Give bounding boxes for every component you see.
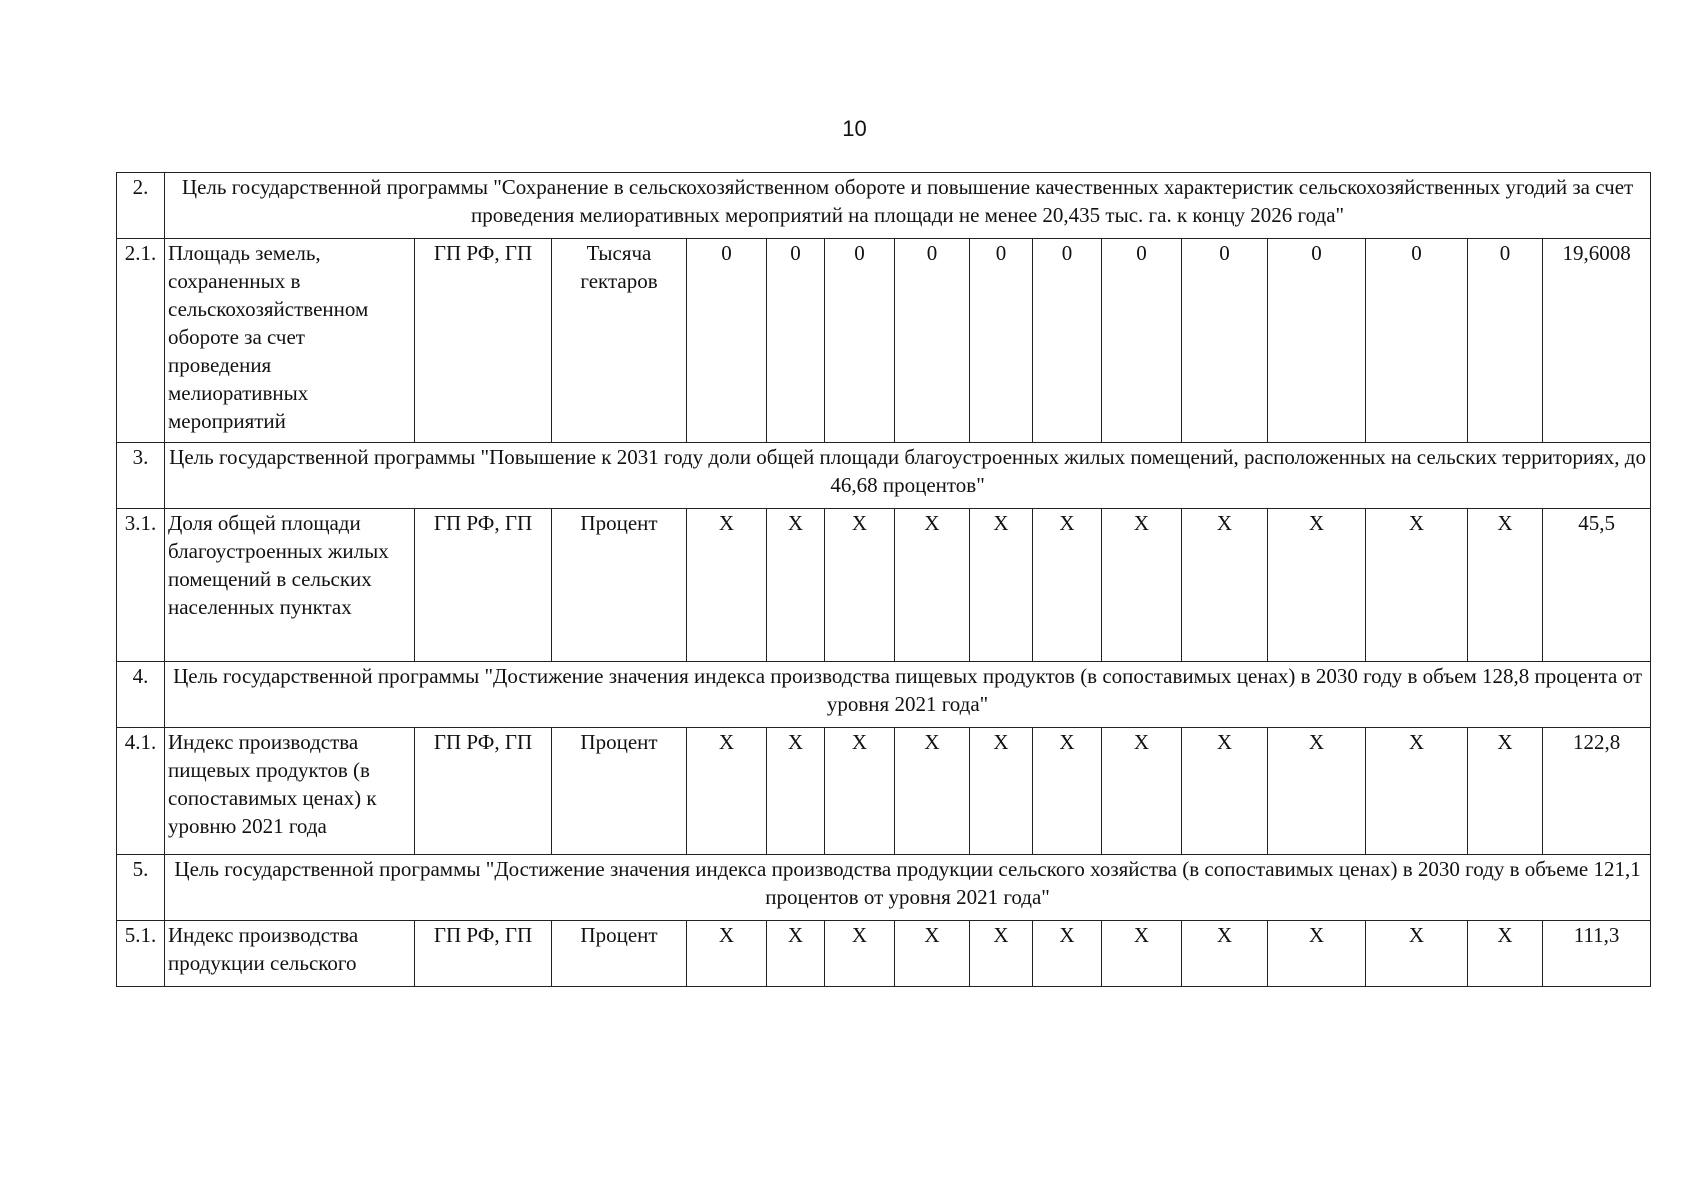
value-cell: Х bbox=[1033, 509, 1102, 662]
value-cell: Х bbox=[1102, 728, 1182, 855]
value-cell: 0 bbox=[1182, 239, 1268, 443]
value-cell: 111,3 bbox=[1543, 921, 1651, 987]
goal-number: 5. bbox=[117, 855, 165, 921]
goal-text: Цель государственной программы "Сохранение в сельскохозяйственном обороте и повышение качественных характеристик сельскохозяйственных угодий за счет проведения мелиоративных мероприятий на площади не менее 20,435 тыс. га. к концу 2026 года" bbox=[165, 173, 1651, 239]
value-cell: Х bbox=[1268, 728, 1366, 855]
value-cell: Х bbox=[1182, 921, 1268, 987]
value-cell: 0 bbox=[970, 239, 1033, 443]
value-cell: Х bbox=[1366, 728, 1468, 855]
value-cell: Х bbox=[1182, 728, 1268, 855]
value-cell: Х bbox=[1468, 921, 1543, 987]
value-cell: Х bbox=[825, 509, 895, 662]
value-cell: Х bbox=[895, 921, 970, 987]
value-cell: 0 bbox=[1033, 239, 1102, 443]
value-cell: 19,6008 bbox=[1543, 239, 1651, 443]
value-cell: Х bbox=[1468, 728, 1543, 855]
page-number: 10 bbox=[842, 116, 867, 141]
value-cell: Х bbox=[687, 921, 767, 987]
value-cell: Х bbox=[1366, 509, 1468, 662]
indicator-number: 5.1. bbox=[117, 921, 165, 987]
goal-row bbox=[117, 443, 1651, 509]
indicator-source: ГП РФ, ГП bbox=[415, 728, 552, 855]
goal-number: 3. bbox=[117, 443, 165, 509]
indicator-name: Индекс производства пищевых продуктов (в сопоставимых ценах) к уровню 2021 года bbox=[165, 728, 415, 855]
value-cell: Х bbox=[1033, 728, 1102, 855]
value-cell: Х bbox=[1102, 509, 1182, 662]
indicator-row bbox=[117, 921, 1651, 987]
value-cell: Х bbox=[1268, 509, 1366, 662]
goal-text: Цель государственной программы "Повышение к 2031 году доли общей площади благоустроенных жилых помещений, расположенных на сельских территориях, до 46,68 процентов" bbox=[165, 443, 1651, 509]
value-cell: 45,5 bbox=[1543, 509, 1651, 662]
value-cell: Х bbox=[767, 509, 825, 662]
indicators-table bbox=[116, 172, 1651, 987]
indicator-number: 2.1. bbox=[117, 239, 165, 443]
indicator-unit: Процент bbox=[552, 509, 687, 662]
value-cell: Х bbox=[970, 921, 1033, 987]
goal-row bbox=[117, 173, 1651, 239]
indicator-number: 4.1. bbox=[117, 728, 165, 855]
indicator-unit: Тысяча гектаров bbox=[552, 239, 687, 443]
value-cell: Х bbox=[895, 509, 970, 662]
goal-number: 4. bbox=[117, 662, 165, 728]
value-cell: Х bbox=[1468, 509, 1543, 662]
indicator-name: Доля общей площади благоустроенных жилых помещений в сельских населенных пунктах bbox=[165, 509, 415, 662]
value-cell: Х bbox=[825, 728, 895, 855]
indicator-row bbox=[117, 239, 1651, 443]
goal-row bbox=[117, 855, 1651, 921]
goal-number: 2. bbox=[117, 173, 165, 239]
value-cell: 0 bbox=[767, 239, 825, 443]
indicator-row bbox=[117, 728, 1651, 855]
indicator-source: ГП РФ, ГП bbox=[415, 239, 552, 443]
value-cell: Х bbox=[970, 728, 1033, 855]
value-cell: 0 bbox=[1366, 239, 1468, 443]
indicator-unit: Процент bbox=[552, 921, 687, 987]
goal-row bbox=[117, 662, 1651, 728]
indicator-name: Индекс производства продукции сельского bbox=[165, 921, 415, 987]
value-cell: Х bbox=[767, 728, 825, 855]
indicator-source: ГП РФ, ГП bbox=[415, 921, 552, 987]
value-cell: Х bbox=[1366, 921, 1468, 987]
value-cell: Х bbox=[895, 728, 970, 855]
goal-text: Цель государственной программы "Достижение значения индекса производства пищевых продуктов (в сопоставимых ценах) в 2030 году в объем 128,8 процента от уровня 2021 года" bbox=[165, 662, 1651, 728]
goal-text: Цель государственной программы "Достижение значения индекса производства продукции сельского хозяйства (в сопоставимых ценах) в 2030 году в объеме 121,1 процентов от уровня 2021 года" bbox=[165, 855, 1651, 921]
indicator-unit: Процент bbox=[552, 728, 687, 855]
value-cell: Х bbox=[1102, 921, 1182, 987]
value-cell: Х bbox=[1182, 509, 1268, 662]
value-cell: 0 bbox=[1468, 239, 1543, 443]
value-cell: Х bbox=[825, 921, 895, 987]
value-cell: 0 bbox=[825, 239, 895, 443]
value-cell: Х bbox=[1268, 921, 1366, 987]
indicator-row bbox=[117, 509, 1651, 662]
value-cell: 0 bbox=[1102, 239, 1182, 443]
value-cell: Х bbox=[687, 728, 767, 855]
value-cell: Х bbox=[767, 921, 825, 987]
value-cell: Х bbox=[1033, 921, 1102, 987]
value-cell: 0 bbox=[687, 239, 767, 443]
value-cell: 122,8 bbox=[1543, 728, 1651, 855]
indicator-number: 3.1. bbox=[117, 509, 165, 662]
value-cell: 0 bbox=[895, 239, 970, 443]
indicator-source: ГП РФ, ГП bbox=[415, 509, 552, 662]
value-cell: Х bbox=[687, 509, 767, 662]
value-cell: 0 bbox=[1268, 239, 1366, 443]
value-cell: Х bbox=[970, 509, 1033, 662]
indicator-name: Площадь земель, сохраненных в сельскохозяйственном обороте за счет проведения мелиоративных мероприятий bbox=[165, 239, 415, 443]
